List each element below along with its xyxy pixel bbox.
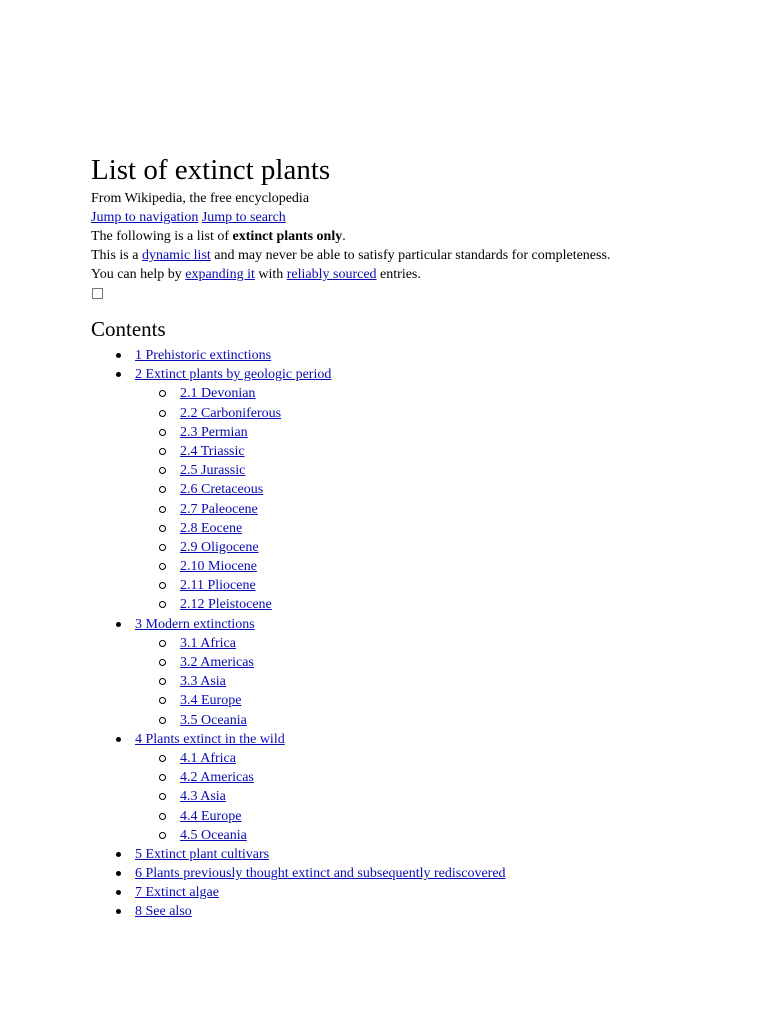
toc-item: [91, 883, 761, 902]
toc-sublist: [135, 749, 761, 845]
toc-subitem-row: [180, 653, 761, 672]
toc-subitem-row: [180, 557, 761, 576]
notice-line2-mid: with: [254, 267, 287, 282]
toc-link[interactable]: 2 Extinct plants by geologic period: [135, 367, 332, 383]
toc-subitem-row: [180, 404, 761, 423]
toc-link[interactable]: 3 Modern extinctions: [135, 616, 255, 632]
toc-subitem-row: [180, 384, 761, 403]
toc-item-row: [135, 365, 761, 384]
toc-sublink[interactable]: 4.5 Oceania: [180, 827, 247, 843]
toc-item: [91, 365, 761, 614]
toc-item: [91, 346, 761, 365]
notice-line2-suffix: entries.: [376, 267, 421, 282]
toc-sublink[interactable]: 2.5 Jurassic: [180, 463, 246, 479]
toc-subitem: [135, 384, 761, 403]
toc-subitem-row: [180, 595, 761, 614]
toc-item: [91, 902, 761, 921]
toc-sublink[interactable]: 4.2 Americas: [180, 770, 254, 786]
toc-sublink[interactable]: 3.1 Africa: [180, 635, 236, 651]
toc-link[interactable]: 8 See also: [135, 904, 192, 920]
toc-item-row: [135, 615, 761, 634]
toc-item: [91, 730, 761, 845]
jump-to-navigation-link[interactable]: Jump to navigation: [91, 210, 199, 225]
toc-subitem-row: [180, 480, 761, 499]
toc-sublink[interactable]: 3.4 Europe: [180, 693, 242, 709]
toc-item: [91, 864, 761, 883]
toc-subitem: [135, 672, 761, 691]
toc-sublink[interactable]: 4.1 Africa: [180, 750, 236, 766]
jump-to-search-link[interactable]: Jump to search: [201, 210, 286, 225]
table-of-contents: [91, 346, 761, 922]
toc-sublink[interactable]: 2.6 Cretaceous: [180, 482, 264, 498]
toc-sublink[interactable]: 2.1 Devonian: [180, 386, 256, 402]
toc-subitem-row: [180, 461, 761, 480]
article-content: [91, 152, 761, 922]
toc-subitem-row: [180, 787, 761, 806]
toc-subitem: [135, 557, 761, 576]
toc-link[interactable]: 5 Extinct plant cultivars: [135, 846, 270, 862]
toc-link[interactable]: 4 Plants extinct in the wild: [135, 731, 285, 747]
intro-text: [91, 227, 761, 246]
toc-subitem: [135, 461, 761, 480]
toc-sublink[interactable]: 2.9 Oligocene: [180, 539, 259, 555]
toc-subitem: [135, 787, 761, 806]
intro-prefix: The following is a list of: [91, 229, 233, 244]
toc-item-row: [135, 346, 761, 365]
toc-subitem: [135, 576, 761, 595]
toc-item-row: [135, 845, 761, 864]
toc-subitem-row: [180, 519, 761, 538]
toc-subitem-row: [180, 768, 761, 787]
toc-sublink[interactable]: 2.11 Pliocene: [180, 578, 256, 594]
toc-link[interactable]: 7 Extinct algae: [135, 885, 219, 901]
toc-subitem-row: [180, 442, 761, 461]
toc-item-row: [135, 730, 761, 749]
notice-line1-prefix: This is a: [91, 248, 142, 263]
toc-subitem: [135, 480, 761, 499]
toc-subitem-row: [180, 711, 761, 730]
toc-subitem-row: [180, 807, 761, 826]
toc-subitem: [135, 691, 761, 710]
toc-sublink[interactable]: 3.2 Americas: [180, 655, 254, 670]
toc-subitem-row: [180, 691, 761, 710]
expanding-it-link[interactable]: expanding it: [185, 267, 255, 282]
toc-subitem: [135, 500, 761, 519]
dynamic-list-notice-line2: [91, 265, 761, 284]
toc-sublink[interactable]: 2.12 Pleistocene: [180, 597, 272, 613]
toc-sublink[interactable]: 2.4 Triassic: [180, 443, 245, 459]
toc-item: [91, 615, 761, 730]
toc-subitem: [135, 519, 761, 538]
toc-sublink[interactable]: 3.5 Oceania: [180, 712, 247, 728]
jump-links: [91, 208, 761, 227]
toc-link[interactable]: 6 Plants previously thought extinct and subsequently rediscovered: [135, 866, 506, 882]
toc-sublist: [135, 384, 761, 614]
toc-sublist: [135, 634, 761, 730]
toc-sublink[interactable]: 4.3 Asia: [180, 789, 226, 805]
toc-toggle-row: [91, 284, 761, 303]
toc-subitem: [135, 711, 761, 730]
toc-subitem: [135, 595, 761, 614]
toc-subitem: [135, 442, 761, 461]
toc-subitem-row: [180, 634, 761, 653]
intro-bold: extinct plants only: [232, 229, 343, 244]
toc-link[interactable]: 1 Prehistoric extinctions: [135, 348, 272, 363]
toc-subitem: [135, 749, 761, 768]
toc-item-row: [135, 864, 761, 883]
toc-subitem-row: [180, 749, 761, 768]
toc-subitem-row: [180, 500, 761, 519]
toc-subitem-row: [180, 576, 761, 595]
toc-subitem-row: [180, 538, 761, 557]
toc-subitem-row: [180, 672, 761, 691]
reliably-sourced-link[interactable]: reliably sourced: [286, 267, 377, 282]
toc-item-row: [135, 883, 761, 902]
toc-subitem-row: [180, 826, 761, 845]
site-tagline: From Wikipedia, the free encyclopedia: [91, 191, 310, 206]
toc-subitem: [135, 807, 761, 826]
toc-sublink[interactable]: 2.7 Paleocene: [180, 501, 258, 517]
dynamic-list-link[interactable]: dynamic list: [141, 248, 211, 263]
toc-subitem: [135, 423, 761, 442]
dynamic-list-notice-line1: [91, 246, 761, 265]
toc-sublink[interactable]: 2.2 Carboniferous: [180, 405, 282, 421]
toc-subitem: [135, 826, 761, 845]
toc-subitem-row: [180, 423, 761, 442]
notice-line2-prefix: You can help by: [91, 267, 186, 282]
toc-item: [91, 845, 761, 864]
toc-sublink[interactable]: 3.3 Asia: [180, 674, 226, 690]
toc-subitem: [135, 768, 761, 787]
toc-toggle-checkbox[interactable]: [92, 288, 103, 299]
toc-subitem: [135, 538, 761, 557]
contents-title: Contents: [91, 317, 166, 341]
toc-item-row: [135, 902, 761, 921]
toc-sublink[interactable]: 4.4 Europe: [180, 808, 242, 824]
toc-subitem: [135, 404, 761, 423]
notice-line1-suffix: and may never be able to satisfy particular standards for completeness.: [210, 248, 611, 263]
toc-sublink[interactable]: 2.8 Eocene: [180, 520, 243, 536]
page-title: List of extinct plants: [91, 154, 331, 186]
intro-suffix: .: [342, 229, 346, 244]
toc-subitem: [135, 653, 761, 672]
toc-sublink[interactable]: 2.10 Miocene: [180, 559, 257, 575]
toc-subitem: [135, 634, 761, 653]
toc-sublink[interactable]: 2.3 Permian: [180, 424, 248, 440]
